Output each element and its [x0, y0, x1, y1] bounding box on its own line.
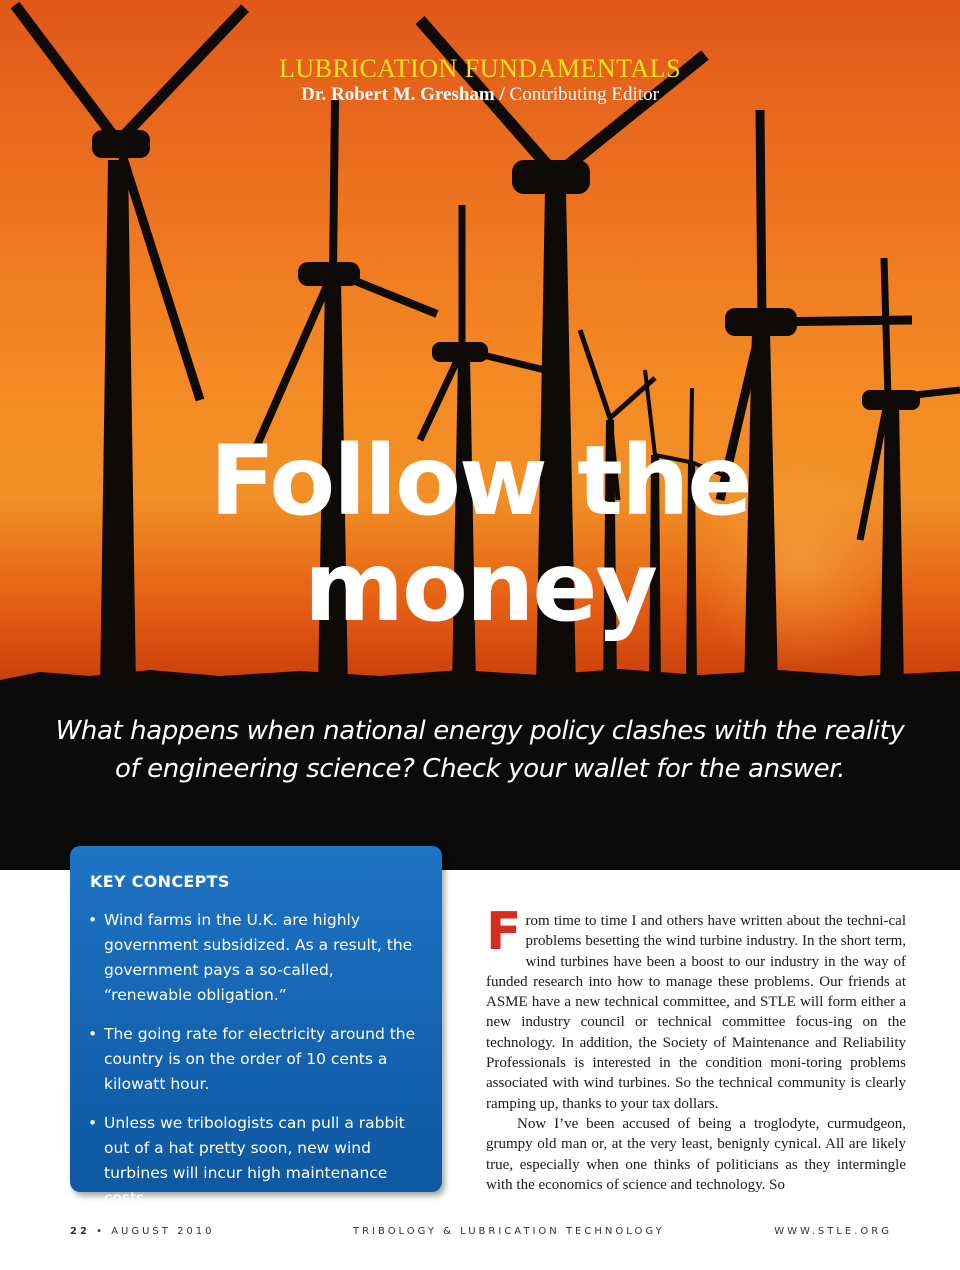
issue-date: AUGUST 2010 [111, 1226, 215, 1237]
dek-line-1: What happens when national energy policy clashes with the reality [55, 716, 905, 746]
footer-bullet: • [96, 1226, 106, 1237]
key-concept-item: • Wind farms in the U.K. are highly government subsidized. As a result, the government pays a so-called, “renewable obligation.” [88, 908, 418, 1008]
article-dek [40, 712, 920, 788]
key-concepts-list [88, 908, 418, 1225]
publication-name: TRIBOLOGY & LUBRICATION TECHNOLOGY [353, 1226, 665, 1237]
headline-line-2: money [303, 531, 656, 643]
page-number: 22 [70, 1226, 90, 1237]
footer-folio [70, 1226, 215, 1237]
byline [0, 84, 960, 106]
article-paragraph: Now I’ve been accused of being a troglodyte, curmudgeon, grumpy old man or, at the very least, benignly cynical. All are likely true, especially when one thinks of politicians as they intermingle with the economics of science and technology. So [486, 1115, 906, 1193]
article-body [486, 902, 906, 1195]
paragraph-1-text: rom time to time I and others have written about the techni-cal problems besetting the wind turbine industry. In the short term, wind turbines have been a boost to our industry in the way of funded research into how to manage these problems. Our friends at ASME have a new technical committee, and STLE will form either a new industry council or technical committee focus-ing on the technology. In addition, the Society of Maintenance and Reliability Professionals is interested in the condition moni-toring problems associated with wind turbines. So the technical community is clearly ramping up, thanks to your tax dollars. [486, 913, 906, 1112]
author-name: Dr. Robert M. Gresham [301, 84, 495, 105]
key-concept-item: • Unless we tribologists can pull a rabbit out of a hat pretty soon, new wind turbines will incur high maintenance costs. [88, 1111, 418, 1211]
headline-line-1: Follow the [209, 425, 751, 537]
dek-line-2: of engineering science? Check your wallet for the answer. [114, 754, 846, 784]
key-concept-item: • The going rate for electricity around the country is on the order of 10 cents a kilowatt hour. [88, 1022, 418, 1097]
key-concepts-title: KEY CONCEPTS [90, 872, 230, 891]
section-header [0, 54, 960, 106]
key-concepts-box [70, 846, 442, 1207]
drop-cap: F [486, 902, 522, 962]
website-url: WWW.STLE.ORG [774, 1226, 892, 1237]
author-role: Contributing Editor [509, 84, 659, 105]
section-title: LUBRICATION FUNDAMENTALS [278, 54, 682, 83]
article-paragraph [486, 902, 906, 1114]
byline-separator: / [499, 84, 505, 105]
article-headline [0, 425, 960, 643]
page-footer [70, 1226, 892, 1244]
